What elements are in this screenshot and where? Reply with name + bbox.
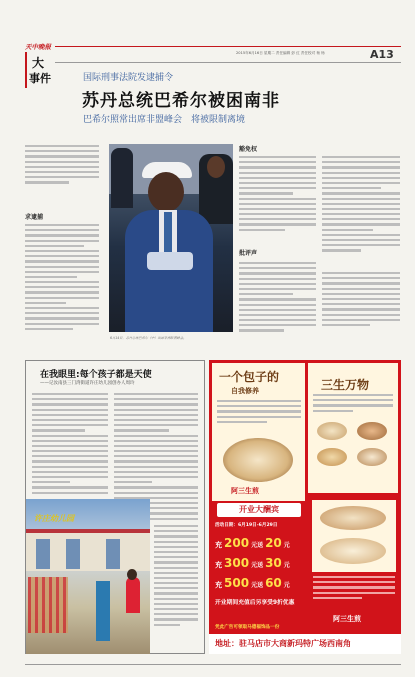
promotion-dates: 活动日期：6月19日-6月29日 <box>215 523 278 528</box>
lead-headline: 苏丹总统巴希尔被困南非 <box>82 91 280 111</box>
dumpling-plate-image <box>223 438 293 482</box>
section-heading-immunity: 豁免权 <box>239 146 258 153</box>
offer-pay-amount: 200 <box>224 536 250 550</box>
offer-pay-amount: 300 <box>224 556 250 570</box>
news-photo-bashir <box>109 144 233 332</box>
coupon-note: 凭此广告可领取马德福饰品一份 <box>215 625 280 630</box>
offer-unit: 元送 <box>251 542 264 549</box>
feature-text-col1 <box>32 393 108 497</box>
ad-brand-right: 阿三生煎 <box>333 615 361 623</box>
recharge-offer-row <box>215 532 311 550</box>
feature-title: 在我眼里:每个孩子都是天使 <box>40 370 152 380</box>
arrest-body-text <box>25 224 99 346</box>
offer-gift-amount: 30 <box>265 556 282 570</box>
ad-subheadline-left: 自我修养 <box>231 387 259 395</box>
ad-brand-left: 阿三生煎 <box>231 487 259 495</box>
offer-unit2: 元 <box>283 582 290 589</box>
discount-offer: 开业期间充值后另享受9折优惠 <box>215 600 295 606</box>
section-tag <box>25 52 51 88</box>
header-divider <box>55 62 401 63</box>
dateline: 2015年6月16日 星期二 责任编辑 彭 红 责任校对 杨 杨 <box>236 51 325 55</box>
offer-gift-amount: 60 <box>265 576 282 590</box>
dish-image-1 <box>317 422 347 440</box>
section-heading-arrest: 求逮捕 <box>25 214 44 221</box>
ad-menu-copy <box>313 576 395 612</box>
criticism-text-col1 <box>239 262 316 344</box>
dish-image-4 <box>357 448 387 466</box>
offer-pay-amount: 500 <box>224 576 250 590</box>
dish-image-2 <box>357 422 387 440</box>
offer-unit2: 元 <box>283 562 290 569</box>
ad-copy-right <box>313 394 393 418</box>
immunity-text-col1 <box>239 156 316 244</box>
grand-opening-banner: 开业大酬宾 <box>217 503 301 517</box>
feature-subtitle: ——记汝南县三门湾街道许庄幼儿园创办人周玲 <box>40 381 135 386</box>
bottom-rule <box>25 664 401 665</box>
top-rule <box>55 46 401 47</box>
ad-address-bar <box>209 634 401 654</box>
restaurant-advertisement <box>209 360 401 654</box>
ad-address: 地址：驻马店市大商新玛特广场西南角 <box>215 639 351 648</box>
photo-caption: 6月14日，苏丹总统巴希尔（中）出席非洲联盟峰会。 <box>110 336 187 340</box>
offer-label: 充 <box>215 581 222 589</box>
immunity-text-col2 <box>322 156 400 268</box>
dish-image-3 <box>317 448 347 466</box>
section-tag-line2: 事件 <box>29 72 51 85</box>
feature-article-box <box>25 360 205 654</box>
page-number: A13 <box>370 48 394 61</box>
recharge-offer-row <box>215 552 311 570</box>
ad-headline-left: 一个包子的 <box>219 370 280 384</box>
lead-kicker: 国际刑事法院发逮捕令 <box>83 73 174 83</box>
lead-subhead: 巴希尔照常出席非盟峰会 将被限制离境 <box>83 115 246 125</box>
section-tag-line1: 大 <box>32 56 45 70</box>
offer-unit: 元送 <box>251 582 264 589</box>
feature-text-col3 <box>154 525 198 651</box>
section-heading-criticism: 批评声 <box>239 250 258 257</box>
kindergarten-photo: 许庄幼儿园 <box>26 499 150 654</box>
ad-headline-right: 三生万物 <box>321 378 370 392</box>
recharge-offer-row <box>215 572 311 590</box>
offer-label: 充 <box>215 541 222 549</box>
lead-paragraph <box>25 145 99 202</box>
offer-gift-amount: 20 <box>265 536 282 550</box>
ad-copy-left <box>217 400 301 430</box>
offer-unit: 元送 <box>251 562 264 569</box>
criticism-text-col2 <box>322 272 400 344</box>
newspaper-brand: 天中晚报 <box>25 43 51 51</box>
ad-photo-panel <box>312 500 396 572</box>
offer-label: 充 <box>215 561 222 569</box>
offer-unit2: 元 <box>283 542 290 549</box>
